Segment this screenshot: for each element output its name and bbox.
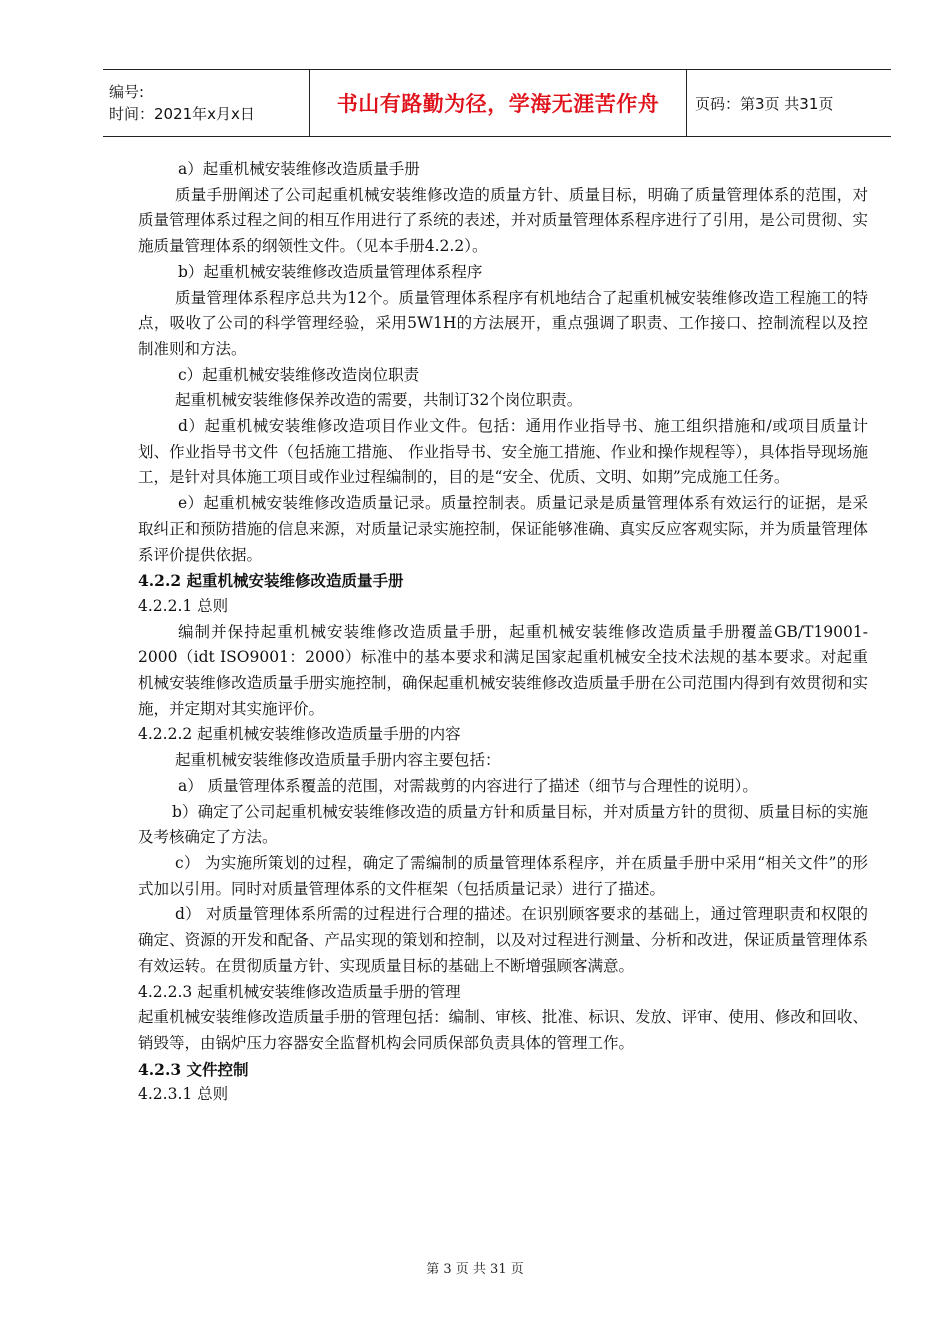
- paragraph: e）起重机械安装维修改造质量记录。质量控制表。质量记录是质量管理体系有效运行的证据，是采取纠正和预防措施的信息来源，对质量记录实施控制，保证能够准确、真实反应客观实际，并为质量管理体系评价提供依据。: [138, 494, 868, 564]
- paragraph: 编制并保持起重机械安装维修改造质量手册，起重机械安装维修改造质量手册覆盖GB/T19001-2000（idt ISO9001：2000）标准中的基本要求和满足国家起重机械安全技术法规的基本要求。对起重机械安装维修改造质量手册实施控制，确保起重机械安装维修改造质量手册在公司范围内得到有效贯彻和实施，并定期对其实施评价。: [138, 622, 868, 718]
- header-page-info: [687, 70, 891, 136]
- page-info-text: 页码：第3页 共31页: [695, 94, 834, 113]
- paragraph: 起重机械安装维修改造质量手册内容主要包括：: [175, 751, 501, 770]
- paragraph: 4.2.3.1 总则: [138, 1085, 229, 1104]
- paragraph: 4.2.2.2 起重机械安装维修改造质量手册的内容: [138, 725, 461, 744]
- paragraph: 起重机械安装维修改造质量手册的管理包括：编制、审核、批准、标识、发放、评审、使用、修改和回收、销毁等，由锅炉压力容器安全监督机构会同质保部负责具体的管理工作。: [138, 1008, 868, 1052]
- paragraph: d） 对质量管理体系所需的过程进行合理的描述。在识别顾客要求的基础上，通过管理职责和权限的确定、资源的开发和配备、产品实现的策划和控制，以及对过程进行测量、分析和改进，保证质量管理体系有效运转。在贯彻质量方针、实现质量目标的基础上不断增强顾客满意。: [138, 905, 868, 975]
- paragraph: d）起重机械安装维修改造项目作业文件。包括：通用作业指导书、施工组织措施和/或项目质量计划、作业指导书文件（包括施工措施、 作业指导书、安全施工措施、作业和操作规程等），具体指导现场施工，是针对具体施工项目或作业过程编制的，目的是“安全、优质、文明、如期”完成施工任务。: [138, 417, 868, 487]
- paragraph: c） 为实施所策划的过程，确定了需编制的质量管理体系程序，并在质量手册中采用“相关文件”的形式加以引用。同时对质量管理体系的文件框架（包括质量记录）进行了描述。: [138, 853, 868, 898]
- paragraph: b）确定了公司起重机械安装维修改造的质量方针和质量目标，并对质量方针的贯彻、质量目标的实施及考核确定了方法。: [138, 802, 868, 847]
- paragraph: a） 质量管理体系覆盖的范围，对需裁剪的内容进行了描述（细节与合理性的说明）。: [178, 776, 758, 795]
- section-heading: 4.2.3 文件控制: [138, 1059, 249, 1079]
- header-motto-cell: [310, 70, 687, 136]
- header-meta: [103, 70, 310, 136]
- paragraph: 起重机械安装维修保养改造的需要，共制订32个岗位职责。: [175, 391, 583, 410]
- paragraph: b）起重机械安装维修改造质量管理体系程序: [178, 262, 483, 281]
- date-label: 时间：2021年x月x日: [109, 105, 255, 123]
- paragraph: 质量管理体系程序总共为12个。质量管理体系程序有机地结合了起重机械安装维修改造工程施工的特点，吸收了公司的科学管理经验，采用5W1H的方法展开，重点强调了职责、工作接口、控制流程以及控制准则和方法。: [138, 288, 868, 358]
- paragraph: 4.2.2.1 总则: [138, 596, 229, 615]
- paragraph: 质量手册阐述了公司起重机械安装维修改造的质量方针、质量目标，明确了质量管理体系的范围，对质量管理体系过程之间的相互作用进行了系统的表述，并对质量管理体系程序进行了引用，是公司贯彻、实施质量管理体系的纲领性文件。（见本手册4.2.2）。: [138, 185, 868, 256]
- page-footer: 第 3 页 共 31 页: [426, 1262, 524, 1277]
- section-heading: 4.2.2 起重机械安装维修改造质量手册: [138, 571, 404, 591]
- page-header: [103, 69, 891, 137]
- paragraph: a）起重机械安装维修改造质量手册: [178, 160, 420, 178]
- paragraph: 4.2.2.3 起重机械安装维修改造质量手册的管理: [138, 982, 461, 1001]
- number-label: 编号:: [109, 83, 145, 101]
- document-body: [138, 157, 868, 1108]
- paragraph: c）起重机械安装维修改造岗位职责: [178, 365, 420, 384]
- motto-text: 书山有路勤为径，学海无涯苦作舟: [336, 92, 660, 116]
